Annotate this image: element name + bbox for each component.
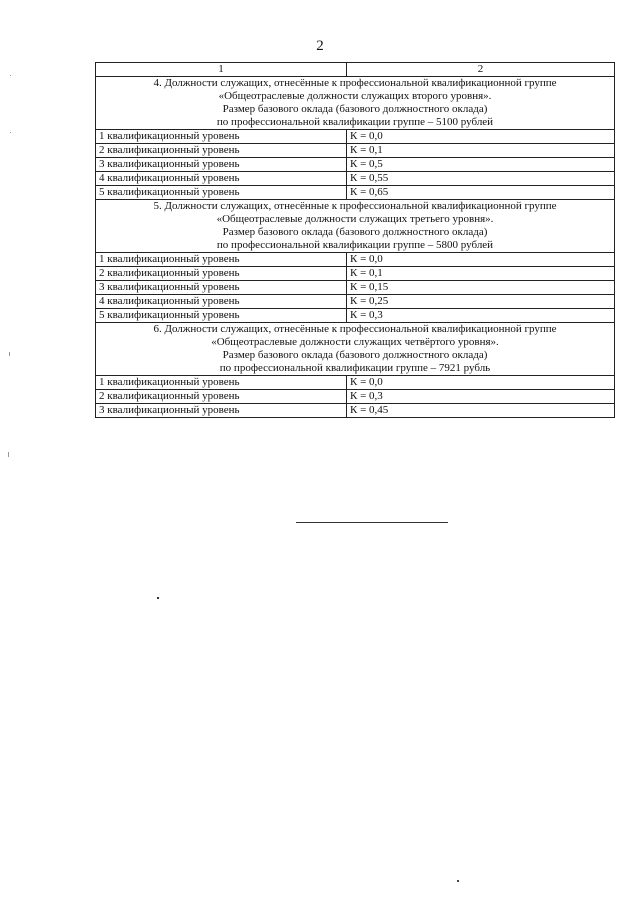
table-header-row — [96, 63, 615, 77]
separator-line — [296, 522, 448, 523]
group-title-row — [96, 323, 615, 376]
table-row — [96, 295, 615, 309]
scan-speck — [157, 597, 159, 599]
coefficient-cell: К = 0,5 — [347, 158, 615, 172]
level-cell: 1 квалификационный уровень — [96, 130, 347, 144]
scan-speck — [8, 452, 9, 457]
coefficient-cell: К = 0,65 — [347, 186, 615, 200]
scan-speck — [10, 132, 11, 133]
page-number: 2 — [316, 38, 324, 54]
coefficient-cell: К = 0,0 — [347, 253, 615, 267]
level-cell: 2 квалификационный уровень — [96, 390, 347, 404]
level-cell: 5 квалификационный уровень — [96, 186, 347, 200]
level-cell: 1 квалификационный уровень — [96, 376, 347, 390]
level-cell: 3 квалификационный уровень — [96, 281, 347, 295]
coefficient-cell: К = 0,25 — [347, 295, 615, 309]
salary-table — [95, 62, 615, 418]
coefficient-cell: К = 0,45 — [347, 404, 615, 418]
coefficient-cell: К = 0,1 — [347, 267, 615, 281]
table-row — [96, 158, 615, 172]
column-header: 2 — [347, 63, 615, 77]
level-cell: 3 квалификационный уровень — [96, 404, 347, 418]
table-row — [96, 404, 615, 418]
coefficient-cell: К = 0,3 — [347, 309, 615, 323]
table-row — [96, 172, 615, 186]
level-cell: 4 квалификационный уровень — [96, 172, 347, 186]
coefficient-cell: К = 0,0 — [347, 376, 615, 390]
group-title: 4. Должности служащих, отнесённые к профессиональной квалификационной группе «Общеотраслевые должности служащих второго уровня». Размер базового оклада (базового должностного оклада) по профессиональной квалификации группе – 5100 рублей — [96, 77, 615, 130]
coefficient-cell: К = 0,0 — [347, 130, 615, 144]
group-title-row — [96, 77, 615, 130]
table-row — [96, 130, 615, 144]
coefficient-cell: К = 0,15 — [347, 281, 615, 295]
column-header: 1 — [96, 63, 347, 77]
group-title-row — [96, 200, 615, 253]
table-row — [96, 309, 615, 323]
table-row — [96, 253, 615, 267]
table-row — [96, 186, 615, 200]
scan-speck — [457, 880, 459, 882]
scan-speck — [9, 352, 10, 356]
coefficient-cell: К = 0,1 — [347, 144, 615, 158]
level-cell: 2 квалификационный уровень — [96, 144, 347, 158]
level-cell: 4 квалификационный уровень — [96, 295, 347, 309]
coefficient-cell: К = 0,3 — [347, 390, 615, 404]
table-row — [96, 281, 615, 295]
group-title: 6. Должности служащих, отнесённые к профессиональной квалификационной группе «Общеотраслевые должности служащих четвёртого уровня». Размер базового оклада (базового должностного оклада) по профессиональной квалификации группе – 7921 рубль — [96, 323, 615, 376]
level-cell: 5 квалификационный уровень — [96, 309, 347, 323]
table-row — [96, 144, 615, 158]
table-row — [96, 390, 615, 404]
group-title: 5. Должности служащих, отнесённые к профессиональной квалификационной группе «Общеотраслевые должности служащих третьего уровня». Размер базового оклада (базового должностного оклада) по профессиональной квалификации группе – 5800 рублей — [96, 200, 615, 253]
table-row — [96, 267, 615, 281]
scan-speck — [10, 75, 11, 76]
level-cell: 2 квалификационный уровень — [96, 267, 347, 281]
coefficient-cell: К = 0,55 — [347, 172, 615, 186]
level-cell: 3 квалификационный уровень — [96, 158, 347, 172]
level-cell: 1 квалификационный уровень — [96, 253, 347, 267]
table-row — [96, 376, 615, 390]
